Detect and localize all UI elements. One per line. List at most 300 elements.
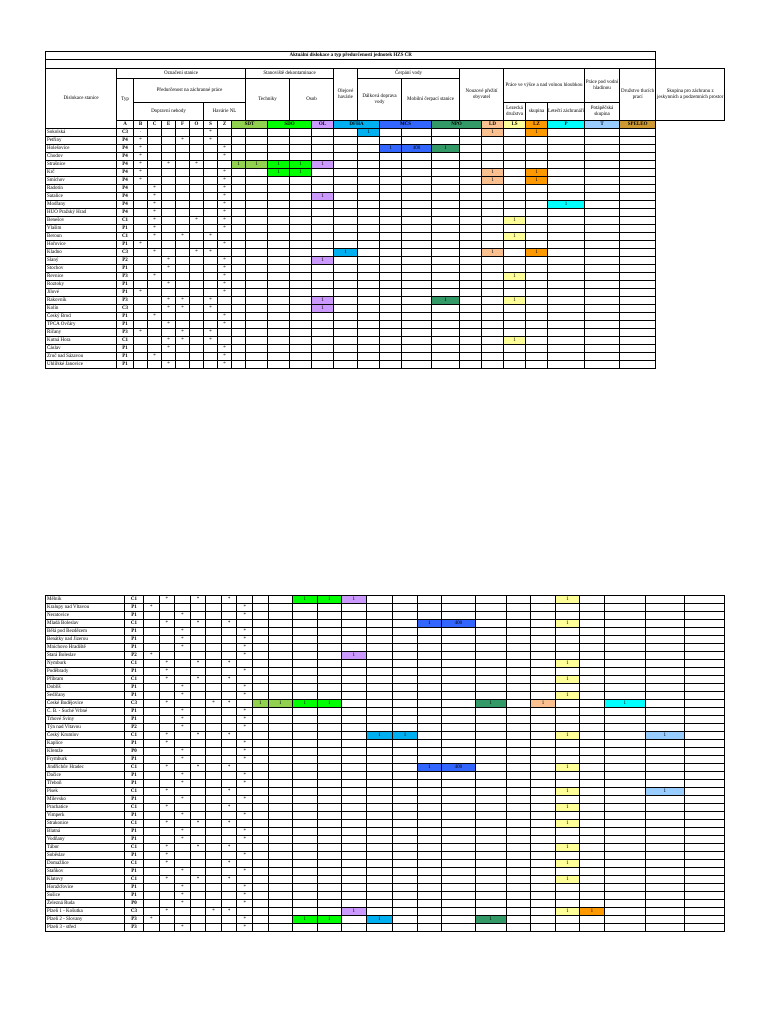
table-cell [159,644,175,652]
table-cell: * [206,700,222,708]
table-cell [475,748,506,756]
station-name: Vodňany [46,836,125,844]
table-cell [232,185,246,193]
table-row [46,772,725,780]
station-type: P2 [125,724,144,732]
table-row [46,924,725,932]
table-cell [402,265,432,273]
station-name: Český Krumlov [46,732,125,740]
table-cell [293,820,317,828]
table-cell [506,684,530,692]
table-cell [312,337,334,345]
table-cell: * [162,257,176,265]
table-cell [482,241,504,249]
table-cell [585,305,620,313]
table-cell [268,916,292,924]
table-cell [684,668,724,676]
table-cell [143,788,159,796]
station-name: Stochov [46,265,117,273]
station-type: P0 [125,900,144,908]
table-cell [190,892,206,900]
table-cell [134,281,148,289]
table-cell [432,161,460,169]
table-cell [358,209,380,217]
table-cell [334,145,358,153]
table-cell [252,884,268,892]
table-cell [393,748,417,756]
table-cell [334,337,358,345]
table-cell [580,604,604,612]
table-cell [312,137,334,145]
table-cell [176,345,190,353]
table-cell [585,217,620,225]
table-cell: 1 [526,177,548,185]
table-cell [221,796,237,804]
table-cell [268,684,292,692]
table-cell [162,201,176,209]
dislocation-table-2 [45,595,725,932]
table-cell [252,668,268,676]
table-cell [312,281,334,289]
table-cell [358,345,380,353]
table-cell [342,724,366,732]
table-cell [237,700,253,708]
table-cell [176,177,190,185]
table-row [46,193,725,201]
table-cell [293,716,317,724]
table-cell [342,668,366,676]
table-cell [482,225,504,233]
table-cell: 1 [555,820,579,828]
table-cell: * [134,329,148,337]
table-cell [684,684,724,692]
table-cell [246,185,268,193]
table-cell: 1 [246,161,268,169]
table-cell [190,193,204,201]
table-cell [645,828,684,836]
table-cell [317,732,341,740]
table-cell [506,604,530,612]
table-cell [526,289,548,297]
table-cell [417,660,441,668]
table-cell [342,836,366,844]
table-cell [460,353,482,361]
table-cell [482,193,504,201]
table-cell [312,273,334,281]
station-type: C1 [125,844,144,852]
station-type: P3 [125,916,144,924]
table-cell [585,209,620,217]
table-cell: 1 [432,297,460,305]
table-cell [159,724,175,732]
table-cell: 1 [482,249,504,257]
table-cell [237,660,253,668]
table-cell [442,860,475,868]
table-cell [531,852,555,860]
table-cell [293,860,317,868]
table-cell [645,892,684,900]
station-name: Písek [46,788,125,796]
table-cell [604,772,645,780]
table-cell [645,764,684,772]
table-cell [176,201,190,209]
table-cell [393,636,417,644]
table-cell [206,764,222,772]
table-cell [268,177,290,185]
table-cell: 1 [268,161,290,169]
station-type: P1 [125,604,144,612]
table-cell [555,636,579,644]
table-cell [526,209,548,217]
table-cell [432,305,460,313]
table-cell [645,780,684,788]
table-cell [548,169,585,177]
table-cell [645,900,684,908]
table-cell: * [159,764,175,772]
table-cell [246,193,268,201]
table-cell [268,740,292,748]
table-cell: * [175,684,191,692]
table-cell [134,225,148,233]
table-cell [206,620,222,628]
table-cell [548,353,585,361]
table-cell [268,361,290,369]
table-cell [190,860,206,868]
table-cell [252,764,268,772]
station-name: Satalice [46,193,117,201]
table-cell [252,692,268,700]
table-cell [293,724,317,732]
station-type: P4 [117,161,134,169]
table-cell: * [237,668,253,676]
table-cell [143,748,159,756]
table-cell: * [218,273,232,281]
table-cell [342,756,366,764]
table-cell [555,884,579,892]
table-cell [134,337,148,345]
table-cell [290,145,312,153]
table-cell [366,644,393,652]
table-cell [246,345,268,353]
table-cell [504,225,526,233]
table-cell [204,169,218,177]
table-cell [293,812,317,820]
table-row [46,265,725,273]
table-cell [268,788,292,796]
table-cell [293,788,317,796]
table-cell [506,884,530,892]
table-cell: * [175,780,191,788]
legend-speleo: SPELEO [620,121,656,129]
table-cell [334,241,358,249]
table-cell [620,305,656,313]
table-cell [580,732,604,740]
table-cell [237,860,253,868]
table-row [46,884,725,892]
table-cell [206,924,222,932]
table-cell [417,772,441,780]
table-cell [604,884,645,892]
table-cell [460,289,482,297]
legend-npo: NPO [432,121,482,129]
table-cell [190,313,204,321]
table-cell [159,924,175,932]
header-osob: Osob [290,79,334,121]
table-cell [442,908,475,916]
table-cell [417,812,441,820]
table-cell [190,884,206,892]
table-cell [159,772,175,780]
table-cell [252,772,268,780]
table-cell [580,900,604,908]
table-row [46,708,725,716]
station-name: Třeboň [46,780,125,788]
table-cell [432,329,460,337]
station-name: Dobříš [46,684,125,692]
table-cell: 1 [526,169,548,177]
table-cell [393,852,417,860]
table-cell [620,217,656,225]
table-cell [548,241,585,249]
table-cell [334,153,358,161]
table-cell [684,908,724,916]
table-cell [252,924,268,932]
table-cell [206,724,222,732]
table-cell [143,860,159,868]
table-cell [134,273,148,281]
table-cell [190,273,204,281]
table-cell [402,273,432,281]
table-cell: * [218,217,232,225]
table-cell [380,177,402,185]
table-cell [358,217,380,225]
table-cell [293,892,317,900]
table-cell [293,764,317,772]
table-cell [204,217,218,225]
station-type: P1 [117,353,134,361]
table-cell: * [221,620,237,628]
table-cell [402,289,432,297]
station-type: P1 [125,756,144,764]
table-cell [482,313,504,321]
table-cell [432,177,460,185]
table-cell [293,924,317,932]
table-cell [366,868,393,876]
table-cell [580,620,604,628]
table-cell [342,868,366,876]
table-cell [620,249,656,257]
table-cell [555,644,579,652]
table-cell [580,812,604,820]
table-cell [358,177,380,185]
table-cell [548,185,585,193]
table-cell: * [221,820,237,828]
table-cell [604,676,645,684]
table-cell [134,257,148,265]
table-cell [206,788,222,796]
table-cell [312,289,334,297]
table-cell [442,724,475,732]
table-cell [393,684,417,692]
table-row [46,345,725,353]
table-cell [190,724,206,732]
table-cell: 1 [482,177,504,185]
table-cell [432,249,460,257]
station-name: Radotín [46,185,117,193]
table-cell [293,628,317,636]
table-cell [604,796,645,804]
table-cell: 1 [580,908,604,916]
table-cell [684,916,724,924]
table-cell [432,361,460,369]
table-cell [482,289,504,297]
table-cell [334,129,358,137]
table-cell [645,612,684,620]
table-row [46,660,725,668]
table-cell [268,892,292,900]
table-cell [237,676,253,684]
table-cell [246,129,268,137]
table-cell [204,257,218,265]
table-cell [475,716,506,724]
station-name: Milevsko [46,796,125,804]
table-cell [393,604,417,612]
table-cell [526,361,548,369]
table-cell [555,748,579,756]
table-cell [366,788,393,796]
table-cell [548,209,585,217]
table-cell [548,193,585,201]
station-type: P3 [117,273,134,281]
header-skupina: skupina [526,103,548,121]
table-cell [268,305,290,313]
table-cell [604,668,645,676]
table-cell [402,185,432,193]
table-cell [620,225,656,233]
table-cell [645,604,684,612]
legend-ol: OL [312,121,334,129]
table-cell [585,265,620,273]
table-cell [268,732,292,740]
table-cell: * [143,916,159,924]
table-cell: * [218,313,232,321]
table-cell [334,289,358,297]
table-row [46,604,725,612]
table-cell [206,748,222,756]
table-cell: 1 [268,700,292,708]
table-cell [645,868,684,876]
table-row [46,780,725,788]
table-cell [232,209,246,217]
table-cell [393,796,417,804]
table-cell [252,716,268,724]
station-type: P1 [117,281,134,289]
table-cell [475,620,506,628]
table-cell [475,596,506,604]
table-cell [268,796,292,804]
table-cell [380,249,402,257]
table-cell [380,297,402,305]
table-cell [393,868,417,876]
table-cell [580,668,604,676]
table-cell [204,145,218,153]
table-cell [293,748,317,756]
table-cell [506,812,530,820]
table-cell [293,884,317,892]
table-cell [246,297,268,305]
station-name: Plzeň 2 - Slovany [46,916,125,924]
table-cell [580,836,604,844]
table-cell [366,700,393,708]
station-type: C3 [125,700,144,708]
table-cell [232,353,246,361]
table-cell [204,225,218,233]
table-cell [620,321,656,329]
station-name: Soběslav [46,852,125,860]
table-cell [645,884,684,892]
table-title: Aktuální dislokace a typ předurčenosti jednotek HZS ČR [46,52,656,60]
table-cell [246,289,268,297]
station-name: České Budějovice [46,700,125,708]
table-row [46,812,725,820]
table-cell [460,193,482,201]
table-cell [148,361,162,369]
table-cell [342,900,366,908]
table-cell [620,201,656,209]
legend-ld: LD [482,121,504,129]
table-cell: * [237,628,253,636]
table-cell [290,249,312,257]
table-cell [317,820,341,828]
table-row [46,740,725,748]
table-cell [334,177,358,185]
table-cell [358,313,380,321]
table-cell: * [237,636,253,644]
table-cell [221,924,237,932]
table-cell [206,692,222,700]
table-cell [432,265,460,273]
table-cell [506,660,530,668]
table-cell [645,620,684,628]
table-cell [366,628,393,636]
table-cell [162,353,176,361]
table-cell [290,345,312,353]
table-cell [620,361,656,369]
table-cell [531,844,555,852]
table-cell [504,249,526,257]
table-cell [506,820,530,828]
table-cell: 1 [526,129,548,137]
table-cell: * [148,193,162,201]
table-cell: * [159,876,175,884]
table-cell [317,796,341,804]
table-cell [531,740,555,748]
table-cell [342,860,366,868]
table-cell [402,233,432,241]
table-cell [334,353,358,361]
table-cell: * [221,732,237,740]
table-cell [268,668,292,676]
table-cell [190,321,204,329]
table-cell [143,812,159,820]
station-name: Krč [46,169,117,177]
table-cell [204,313,218,321]
table-cell [176,361,190,369]
table-cell [380,153,402,161]
table-cell [143,868,159,876]
table-cell [206,756,222,764]
table-cell [290,273,312,281]
